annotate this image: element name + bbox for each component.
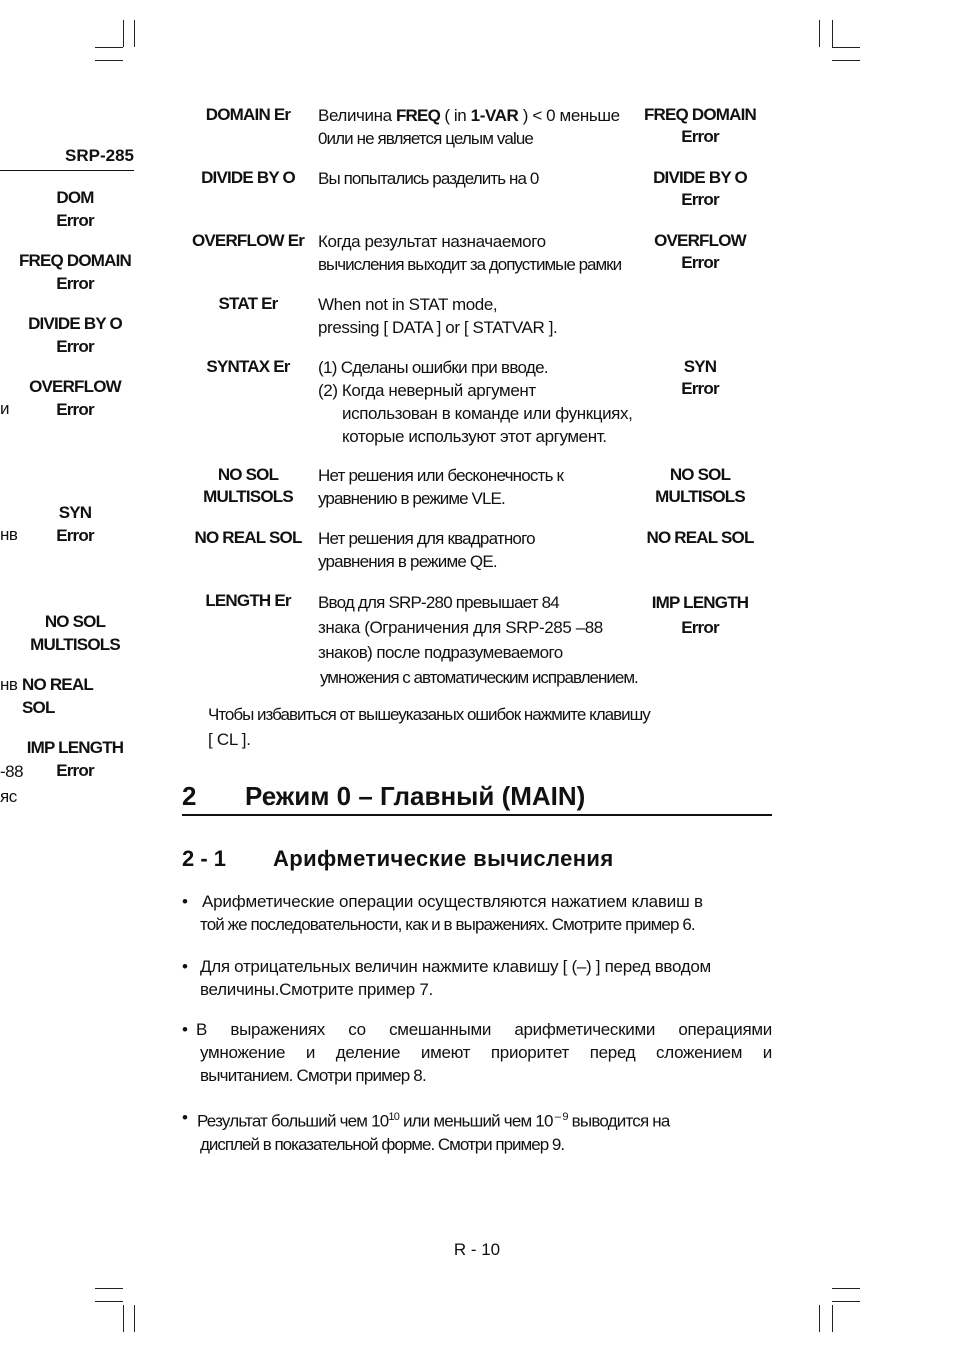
desc-line: (1) Сделаны ошибки при вводе. [318, 358, 548, 377]
crop-mark [832, 1305, 833, 1332]
error-description [318, 527, 678, 573]
error-display [636, 527, 764, 549]
bullet-line: величины.Смотрите пример 7. [200, 980, 433, 999]
desc-line: уравнения в режиме QE. [318, 552, 497, 571]
error-display [636, 356, 764, 400]
desc-text: Величина [318, 106, 396, 125]
left-item [22, 673, 126, 719]
error-description [318, 356, 678, 448]
desc-line [318, 104, 648, 127]
bullet-line: дисплей в показательной форме. Смотри пример 9. [200, 1134, 565, 1154]
display-line: DIVIDE BY O [653, 168, 747, 187]
error-display [636, 590, 764, 640]
left-item [0, 501, 150, 547]
error-display [636, 104, 764, 148]
left-item [0, 186, 150, 232]
display-line: Error [681, 379, 719, 398]
left-item [0, 610, 150, 656]
display-line: Error [681, 618, 719, 637]
section-title: Режим 0 – Главный (MAIN) [245, 781, 586, 811]
left-item-line1: DOM [56, 188, 94, 207]
desc-line: использован в команде или функциях, [342, 404, 633, 423]
clear-note-line: Чтобы избавиться от вышеуказаных ошибок нажмите клавишу [208, 705, 650, 724]
desc-line: 0или не является целым value [318, 129, 533, 148]
crop-mark [134, 20, 135, 47]
crop-mark [832, 1301, 860, 1302]
desc-line: (2) Когда неверный аргумент [318, 381, 536, 400]
bullet-text [197, 1106, 772, 1156]
error-description [318, 167, 678, 190]
crop-mark [832, 60, 860, 61]
error-description [318, 104, 648, 150]
left-item [0, 375, 150, 421]
bullet-item [182, 955, 772, 1001]
left-item-line2: Error [56, 211, 94, 230]
desc-line: знаков) после подразумеваемого [318, 643, 563, 662]
crop-mark [123, 1305, 124, 1332]
cut-text: яс [0, 787, 17, 806]
error-code: STAT Er [218, 294, 278, 313]
cut-text: -88 [0, 762, 24, 781]
bullet-item [182, 1106, 772, 1156]
left-item-line2: Error [56, 400, 94, 419]
display-line: Error [681, 127, 719, 146]
bullet-line: умножение и деление имеют приоритет перед сложением и [200, 1043, 772, 1062]
code-line: MULTISOLS [203, 487, 293, 506]
desc-line: Нет решения или бесконечность к [318, 466, 564, 485]
error-description [318, 230, 668, 276]
left-item-line1: NO REAL SOL [22, 675, 93, 717]
page-number: R - 10 [453, 1240, 501, 1259]
left-item-line2: Error [56, 526, 94, 545]
bullet-glyph: • [182, 957, 188, 976]
error-display [636, 230, 764, 274]
error-code: SYNTAX Er [206, 357, 290, 376]
subsection-title: Арифметические вычисления [273, 846, 614, 871]
crop-mark [819, 20, 820, 47]
error-description [318, 464, 678, 510]
display-line: Error [681, 253, 719, 272]
code-line: NO SOL [217, 465, 279, 484]
display-line: NO REAL SOL [646, 528, 754, 547]
cut-text: нв [0, 525, 18, 544]
desc-line: уравнению в режиме VLE. [318, 489, 505, 508]
bullet-line: Арифметические операции осуществляются нажатием клавиш в [202, 892, 703, 911]
desc-line: Нет решения для квадратного [318, 529, 535, 548]
desc-line: умножения с автоматическим исправлением. [320, 668, 638, 687]
clear-note [208, 702, 768, 752]
left-item-line1: DIVIDE BY O [28, 314, 122, 333]
bullet-text [196, 1018, 772, 1087]
bullet-line: той же последовательности, как и в выражениях. Смотрите пример 6. [200, 915, 695, 934]
bullet-glyph: • [182, 1108, 188, 1127]
error-description [318, 293, 678, 339]
left-item-line1: IMP LENGTH [26, 738, 124, 757]
divider [0, 170, 134, 171]
exponent: – 9 [552, 1111, 568, 1123]
bullet-item [182, 1018, 772, 1087]
display-line: FREQ DOMAIN [643, 105, 757, 124]
bullet-glyph: • [182, 1020, 188, 1039]
desc-line: которые используют этот аргумент. [342, 427, 607, 446]
crop-mark [95, 1301, 123, 1302]
display-line: NO SOL [669, 465, 731, 484]
desc-line: вычисления выходит за допустимые рамки [318, 255, 622, 274]
crop-mark [95, 60, 123, 61]
crop-mark [819, 1305, 820, 1332]
left-item-line2: Error [56, 274, 94, 293]
crop-mark [832, 1288, 860, 1289]
display-line: SYN [683, 357, 717, 376]
crop-mark [95, 47, 123, 48]
cut-text: и [0, 399, 9, 418]
crop-mark [123, 20, 124, 47]
bullet-text [200, 955, 772, 1001]
desc-line: pressing [ DATA ] or [ STATVAR ]. [318, 318, 558, 337]
display-line: MULTISOLS [655, 487, 745, 506]
model-label: SRP-285 [65, 146, 134, 165]
left-item-line2: Error [56, 761, 94, 780]
bullet-text-part: выводится на [567, 1111, 670, 1131]
bullet-line: В выражениях со смешанными арифметическими операциями [196, 1020, 772, 1039]
bullet-text [200, 890, 772, 936]
crop-mark [832, 20, 833, 47]
left-item [0, 312, 150, 358]
bullet-glyph: • [182, 892, 188, 911]
error-code [186, 464, 310, 508]
crop-mark [95, 1288, 123, 1289]
clear-note-line: [ CL ]. [208, 730, 251, 749]
display-line: Error [681, 190, 719, 209]
left-item-line1: SYN [58, 503, 92, 522]
left-item [0, 249, 150, 295]
error-code: OVERFLOW Er [191, 231, 305, 250]
left-item-line1: OVERFLOW [29, 377, 121, 396]
bullet-line [197, 1106, 772, 1133]
error-code: DIVIDE BY O [201, 168, 295, 187]
section-heading [182, 780, 772, 812]
cut-text: нв [0, 675, 18, 694]
desc-line: знака (Ограничения для SRP-285 –88 [318, 618, 603, 637]
desc-line: Вы попытались разделить на 0 [318, 169, 539, 188]
bullet-line: Для отрицательных величин нажмите клавишу [ (–) ] перед вводом [200, 957, 711, 976]
desc-text: ) < 0 меньше [518, 106, 620, 125]
desc-bold: 1-VAR [470, 106, 519, 125]
error-code: DOMAIN Er [205, 105, 291, 124]
left-item-line1: FREQ DOMAIN [18, 251, 132, 270]
error-display [636, 167, 764, 211]
subsection-heading [182, 845, 772, 873]
bullet-text-part: или меньший чем 10 [399, 1111, 553, 1131]
left-item-line2: Error [56, 337, 94, 356]
desc-text: ( in [440, 106, 471, 125]
display-line: OVERFLOW [654, 231, 746, 250]
bullet-line: вычитанием. Смотри пример 8. [200, 1066, 426, 1085]
desc-line: Когда результат назначаемого [318, 232, 546, 251]
crop-mark [134, 1305, 135, 1332]
error-code: NO REAL SOL [194, 528, 302, 547]
crop-mark [832, 47, 860, 48]
desc-line: Ввод для SRP-280 превышает 84 [318, 593, 559, 612]
exponent: 10 [388, 1111, 400, 1123]
bullet-item [182, 890, 772, 936]
error-code: LENGTH Er [205, 591, 291, 610]
section-number: 2 [182, 781, 197, 811]
desc-bold: FREQ [395, 106, 440, 125]
error-display [636, 464, 764, 508]
display-line: IMP LENGTH [651, 593, 749, 612]
left-item-line1: NO SOL [44, 612, 106, 631]
bullet-text-part: Результат больший чем 10 [197, 1111, 389, 1131]
left-item-line2: MULTISOLS [30, 635, 120, 654]
section-rule [182, 814, 772, 816]
subsection-number: 2 - 1 [182, 846, 227, 871]
desc-line: When not in STAT mode, [318, 295, 498, 314]
